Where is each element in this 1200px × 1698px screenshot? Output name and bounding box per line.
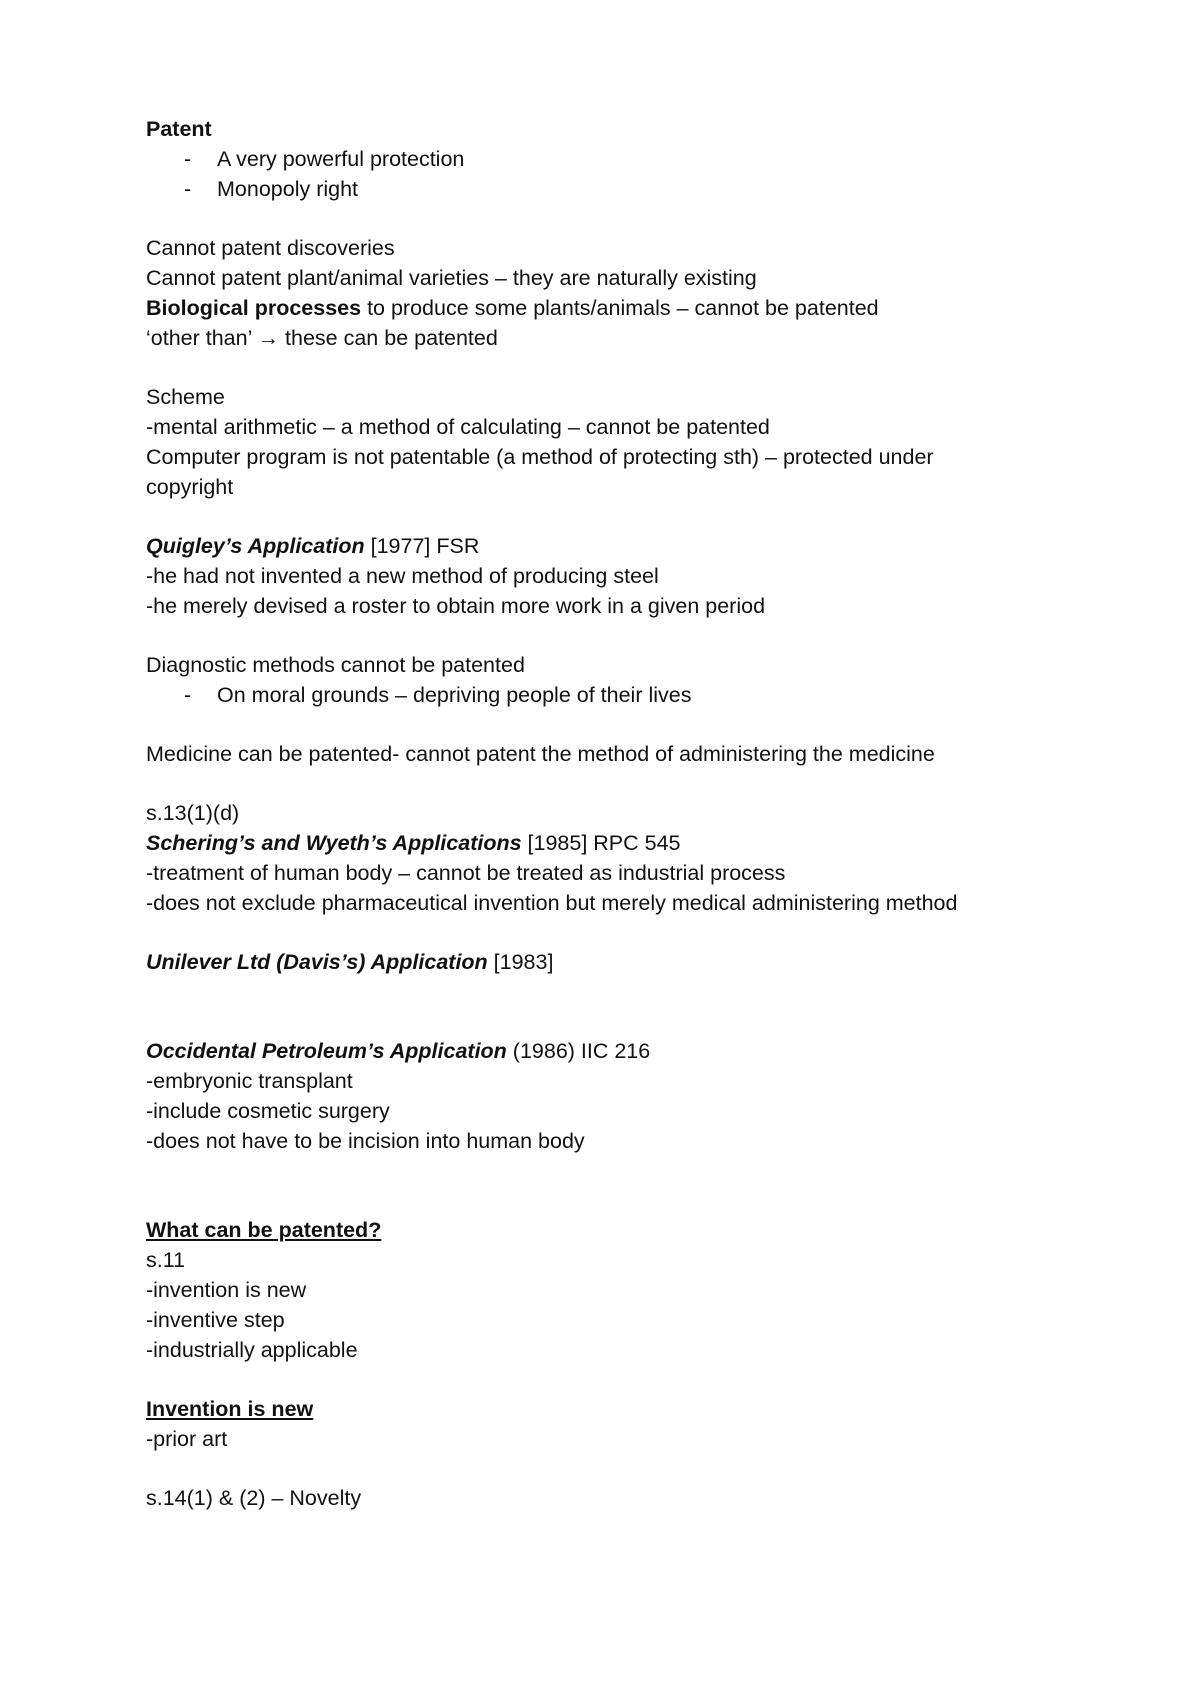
case-name: Schering’s and Wyeth’s Applications — [146, 831, 522, 855]
case-heading — [146, 828, 1200, 858]
text-line: -he merely devised a roster to obtain more work in a given period — [146, 594, 766, 618]
right-arrow-icon: → — [257, 326, 280, 350]
text-line: -does not exclude pharmaceutical invention but merely medical administering method — [146, 891, 958, 915]
title-patent: Patent — [146, 117, 212, 141]
bullet-text: A very powerful protection — [217, 147, 465, 171]
case-heading — [146, 947, 1200, 977]
text-line — [146, 293, 1200, 323]
text-line: -he had not invented a new method of producing steel — [146, 564, 659, 588]
bullet-text: On moral grounds – depriving people of their lives — [217, 683, 692, 707]
case-citation: [1977] FSR — [364, 534, 480, 558]
text-line: -embryonic transplant — [146, 1069, 353, 1093]
case-name: Quigley’s Application — [146, 534, 365, 558]
case-name: Occidental Petroleum’s Application — [146, 1039, 507, 1063]
text-line: -include cosmetic surgery — [146, 1099, 390, 1123]
case-citation: (1986) IIC 216 — [506, 1039, 651, 1063]
bullet-item — [146, 680, 1200, 710]
section-ref: s.13(1)(d) — [146, 801, 240, 825]
bullet-dash: - — [184, 147, 192, 171]
text-line: -mental arithmetic – a method of calculating – cannot be patented — [146, 415, 770, 439]
text-line: Scheme — [146, 385, 225, 409]
text-line: -prior art — [146, 1427, 228, 1451]
case-citation: [1983] — [487, 950, 554, 974]
case-heading — [146, 1036, 1200, 1066]
section-heading: Invention is new — [146, 1397, 314, 1421]
bullet-text: Monopoly right — [217, 177, 359, 201]
text-line: -treatment of human body – cannot be treated as industrial process — [146, 861, 786, 885]
text-part: ‘other than’ — [146, 326, 258, 350]
bold-term: Biological processes — [146, 296, 362, 320]
case-heading — [146, 531, 1200, 561]
bullet-dash: - — [184, 683, 192, 707]
text-line: copyright — [146, 475, 234, 499]
bullet-dash: - — [184, 177, 192, 201]
text-line: Diagnostic methods cannot be patented — [146, 653, 525, 677]
text-line — [146, 323, 1200, 353]
text-line: -inventive step — [146, 1308, 285, 1332]
text-part: these can be patented — [279, 326, 498, 350]
text-line: -does not have to be incision into human body — [146, 1129, 585, 1153]
text-line: Cannot patent discoveries — [146, 236, 395, 260]
section-heading: What can be patented? — [146, 1218, 382, 1242]
bullet-item — [146, 144, 1200, 174]
case-citation: [1985] RPC 545 — [521, 831, 681, 855]
case-name: Unilever Ltd (Davis’s) Application — [146, 950, 488, 974]
text-line: Computer program is not patentable (a method of protecting sth) – protected under — [146, 445, 934, 469]
bullet-item — [146, 174, 1200, 204]
text-line: Cannot patent plant/animal varieties – they are naturally existing — [146, 266, 757, 290]
text-line: -industrially applicable — [146, 1338, 358, 1362]
section-ref: s.11 — [146, 1248, 186, 1272]
text-rest: to produce some plants/animals – cannot be patented — [361, 296, 879, 320]
text-line: Medicine can be patented- cannot patent the method of administering the medicine — [146, 742, 935, 766]
text-line: -invention is new — [146, 1278, 307, 1302]
section-ref: s.14(1) & (2) – Novelty — [146, 1486, 362, 1510]
